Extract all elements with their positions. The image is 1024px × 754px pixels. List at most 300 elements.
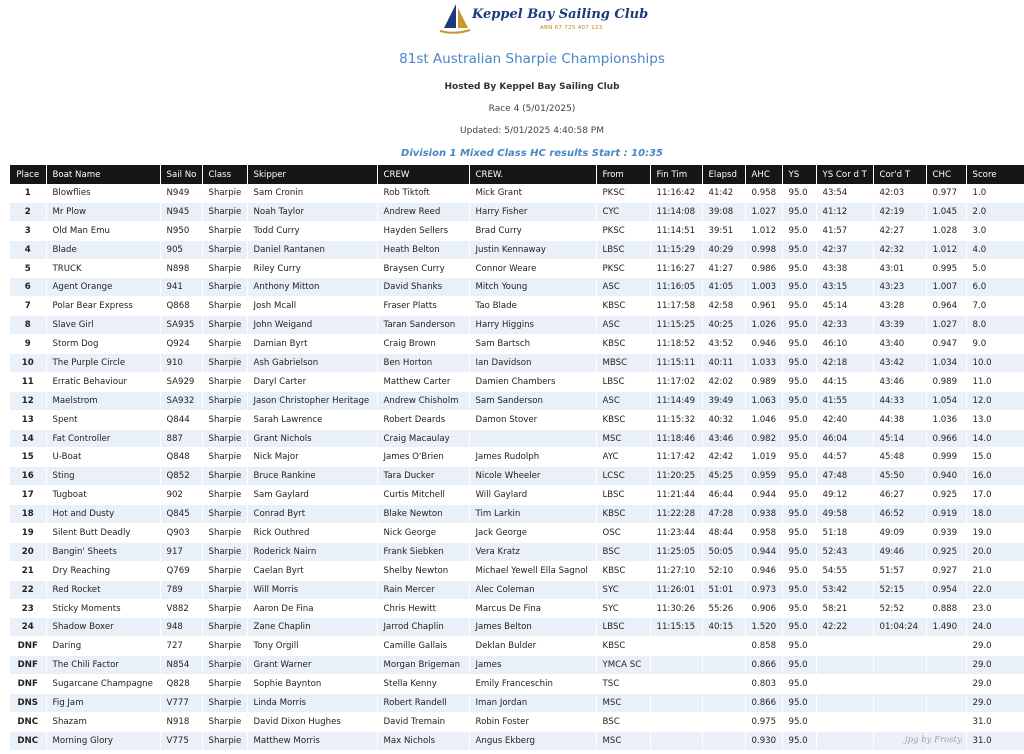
cell-crew: Morgan Brigeman bbox=[377, 656, 469, 675]
cell-place: 23 bbox=[10, 599, 46, 618]
cell-skipper: Nick Major bbox=[247, 448, 377, 467]
cell-crew: Frank Siebken bbox=[377, 542, 469, 561]
cell-chc: 0.939 bbox=[926, 524, 966, 543]
cell-score: 23.0 bbox=[966, 599, 1024, 618]
cell-place: 12 bbox=[10, 391, 46, 410]
column-header-score: Score bbox=[966, 165, 1024, 184]
cell-crew2: Vera Kratz bbox=[469, 542, 596, 561]
cell-from: AYC bbox=[596, 448, 650, 467]
cell-boat-name: Tugboat bbox=[46, 486, 160, 505]
cell-skipper: Aaron De Fina bbox=[247, 599, 377, 618]
cell-skipper: Matthew Morris bbox=[247, 731, 377, 750]
table-row bbox=[10, 316, 1024, 335]
cell-score: 31.0 bbox=[966, 731, 1024, 750]
table-row bbox=[10, 259, 1024, 278]
table-row bbox=[10, 184, 1024, 202]
cell-ahc: 1.046 bbox=[745, 410, 782, 429]
cell-fin-tim: 11:17:42 bbox=[650, 448, 702, 467]
cell-ys-cord-t: 51:18 bbox=[816, 524, 873, 543]
cell-sail-no: SA929 bbox=[160, 372, 202, 391]
cell-ys: 95.0 bbox=[782, 505, 816, 524]
hosted-by: Hosted By Keppel Bay Sailing Club bbox=[444, 82, 620, 92]
cell-score: 11.0 bbox=[966, 372, 1024, 391]
cell-class: Sharpie bbox=[202, 580, 247, 599]
column-header-crew: CREW bbox=[377, 165, 469, 184]
cell-ahc: 0.858 bbox=[745, 637, 782, 656]
cell-boat-name: Blowflies bbox=[46, 184, 160, 202]
cell-place: 11 bbox=[10, 372, 46, 391]
cell-crew2: James Rudolph bbox=[469, 448, 596, 467]
cell-crew2: Nicole Wheeler bbox=[469, 467, 596, 486]
cell-sail-no: N854 bbox=[160, 656, 202, 675]
cell-cord-t: 42:32 bbox=[873, 240, 926, 259]
cell-elapsd: 41:42 bbox=[702, 184, 745, 202]
cell-chc bbox=[926, 637, 966, 656]
cell-score: 14.0 bbox=[966, 429, 1024, 448]
cell-crew2: Jack George bbox=[469, 524, 596, 543]
cell-crew: Camille Gallais bbox=[377, 637, 469, 656]
cell-elapsd bbox=[702, 731, 745, 750]
cell-boat-name: TRUCK bbox=[46, 259, 160, 278]
cell-ys: 95.0 bbox=[782, 731, 816, 750]
cell-sail-no: 910 bbox=[160, 354, 202, 373]
cell-elapsd: 39:49 bbox=[702, 391, 745, 410]
cell-cord-t: 52:15 bbox=[873, 580, 926, 599]
updated-timestamp: Updated: 5/01/2025 4:40:58 PM bbox=[460, 126, 604, 136]
cell-boat-name: Agent Orange bbox=[46, 278, 160, 297]
cell-place: 2 bbox=[10, 202, 46, 221]
cell-crew2: Alec Coleman bbox=[469, 580, 596, 599]
cell-cord-t: 43:39 bbox=[873, 316, 926, 335]
cell-crew2: Brad Curry bbox=[469, 221, 596, 240]
cell-cord-t: 01:04:24 bbox=[873, 618, 926, 637]
cell-skipper: Rick Outhred bbox=[247, 524, 377, 543]
cell-elapsd: 39:08 bbox=[702, 202, 745, 221]
cell-crew2 bbox=[469, 429, 596, 448]
cell-crew: Andrew Reed bbox=[377, 202, 469, 221]
cell-sail-no: N918 bbox=[160, 712, 202, 731]
cell-ys-cord-t: 46:04 bbox=[816, 429, 873, 448]
cell-from: MSC bbox=[596, 731, 650, 750]
cell-crew2: Iman Jordan bbox=[469, 694, 596, 713]
cell-ys-cord-t: 54:55 bbox=[816, 561, 873, 580]
cell-cord-t: 49:46 bbox=[873, 542, 926, 561]
cell-ahc: 0.944 bbox=[745, 542, 782, 561]
cell-cord-t: 45:14 bbox=[873, 429, 926, 448]
cell-crew: Jarrod Chaplin bbox=[377, 618, 469, 637]
cell-chc: 0.995 bbox=[926, 259, 966, 278]
cell-score: 29.0 bbox=[966, 694, 1024, 713]
cell-ahc: 0.973 bbox=[745, 580, 782, 599]
cell-sail-no: Q868 bbox=[160, 297, 202, 316]
cell-from: MBSC bbox=[596, 354, 650, 373]
cell-crew: Rob Tiktoft bbox=[377, 184, 469, 202]
cell-elapsd: 43:52 bbox=[702, 335, 745, 354]
cell-ys: 95.0 bbox=[782, 335, 816, 354]
cell-crew: Chris Hewitt bbox=[377, 599, 469, 618]
table-row bbox=[10, 278, 1024, 297]
cell-ys-cord-t: 42:18 bbox=[816, 354, 873, 373]
cell-crew2: Sam Bartsch bbox=[469, 335, 596, 354]
cell-ahc: 0.946 bbox=[745, 335, 782, 354]
cell-ahc: 0.958 bbox=[745, 184, 782, 202]
cell-sail-no: N898 bbox=[160, 259, 202, 278]
cell-sail-no: 887 bbox=[160, 429, 202, 448]
cell-boat-name: Morning Glory bbox=[46, 731, 160, 750]
cell-from: KBSC bbox=[596, 410, 650, 429]
cell-elapsd: 47:28 bbox=[702, 505, 745, 524]
cell-fin-tim: 11:17:02 bbox=[650, 372, 702, 391]
cell-ys: 95.0 bbox=[782, 675, 816, 694]
cell-class: Sharpie bbox=[202, 316, 247, 335]
cell-elapsd: 40:29 bbox=[702, 240, 745, 259]
cell-ys: 95.0 bbox=[782, 278, 816, 297]
cell-skipper: Bruce Rankine bbox=[247, 467, 377, 486]
cell-skipper: Tony Orgill bbox=[247, 637, 377, 656]
cell-ys-cord-t: 43:54 bbox=[816, 184, 873, 202]
cell-crew: Hayden Sellers bbox=[377, 221, 469, 240]
cell-class: Sharpie bbox=[202, 391, 247, 410]
cell-boat-name: Hot and Dusty bbox=[46, 505, 160, 524]
cell-sail-no: V775 bbox=[160, 731, 202, 750]
cell-sail-no: Q828 bbox=[160, 675, 202, 694]
cell-ys-cord-t: 42:37 bbox=[816, 240, 873, 259]
cell-score: 2.0 bbox=[966, 202, 1024, 221]
cell-ahc: 0.959 bbox=[745, 467, 782, 486]
cell-score: 31.0 bbox=[966, 712, 1024, 731]
cell-place: DNF bbox=[10, 656, 46, 675]
club-abn: ABN 67 725 407 123 bbox=[540, 25, 603, 31]
cell-skipper: Sam Gaylard bbox=[247, 486, 377, 505]
cell-cord-t bbox=[873, 656, 926, 675]
cell-elapsd: 42:42 bbox=[702, 448, 745, 467]
cell-cord-t bbox=[873, 637, 926, 656]
cell-chc: 0.964 bbox=[926, 297, 966, 316]
cell-sail-no: 905 bbox=[160, 240, 202, 259]
cell-sail-no: Q852 bbox=[160, 467, 202, 486]
cell-skipper: Ash Gabrielson bbox=[247, 354, 377, 373]
cell-place: 3 bbox=[10, 221, 46, 240]
watermark: jpg by Frosty bbox=[905, 735, 962, 745]
cell-chc: 1.054 bbox=[926, 391, 966, 410]
table-row bbox=[10, 335, 1024, 354]
cell-place: 19 bbox=[10, 524, 46, 543]
cell-from: BSC bbox=[596, 542, 650, 561]
cell-chc: 1.007 bbox=[926, 278, 966, 297]
cell-ahc: 0.930 bbox=[745, 731, 782, 750]
cell-cord-t: 43:40 bbox=[873, 335, 926, 354]
cell-fin-tim: 11:20:25 bbox=[650, 467, 702, 486]
cell-skipper: John Weigand bbox=[247, 316, 377, 335]
cell-crew: David Tremain bbox=[377, 712, 469, 731]
cell-ys-cord-t bbox=[816, 712, 873, 731]
cell-from: ASC bbox=[596, 391, 650, 410]
cell-chc: 0.940 bbox=[926, 467, 966, 486]
cell-chc: 0.989 bbox=[926, 372, 966, 391]
cell-chc: 1.012 bbox=[926, 240, 966, 259]
column-header-chc: CHC bbox=[926, 165, 966, 184]
cell-ahc: 0.961 bbox=[745, 297, 782, 316]
cell-fin-tim bbox=[650, 712, 702, 731]
cell-chc bbox=[926, 675, 966, 694]
cell-score: 5.0 bbox=[966, 259, 1024, 278]
cell-chc: 0.947 bbox=[926, 335, 966, 354]
cell-class: Sharpie bbox=[202, 731, 247, 750]
cell-crew2: Connor Weare bbox=[469, 259, 596, 278]
cell-crew: Robert Randell bbox=[377, 694, 469, 713]
cell-boat-name: Sugarcane Champagne bbox=[46, 675, 160, 694]
cell-score: 12.0 bbox=[966, 391, 1024, 410]
cell-fin-tim: 11:21:44 bbox=[650, 486, 702, 505]
cell-from: LBSC bbox=[596, 240, 650, 259]
cell-score: 20.0 bbox=[966, 542, 1024, 561]
cell-class: Sharpie bbox=[202, 599, 247, 618]
cell-class: Sharpie bbox=[202, 505, 247, 524]
cell-place: 10 bbox=[10, 354, 46, 373]
cell-ahc: 1.026 bbox=[745, 316, 782, 335]
cell-ys: 95.0 bbox=[782, 637, 816, 656]
cell-class: Sharpie bbox=[202, 675, 247, 694]
cell-cord-t: 44:38 bbox=[873, 410, 926, 429]
cell-ys: 95.0 bbox=[782, 429, 816, 448]
cell-score: 1.0 bbox=[966, 184, 1024, 202]
cell-elapsd: 39:51 bbox=[702, 221, 745, 240]
cell-score: 10.0 bbox=[966, 354, 1024, 373]
cell-cord-t bbox=[873, 712, 926, 731]
cell-ys-cord-t: 41:12 bbox=[816, 202, 873, 221]
cell-skipper: Todd Curry bbox=[247, 221, 377, 240]
cell-score: 6.0 bbox=[966, 278, 1024, 297]
column-header-skipper: Skipper bbox=[247, 165, 377, 184]
cell-from: ASC bbox=[596, 316, 650, 335]
cell-fin-tim: 11:14:49 bbox=[650, 391, 702, 410]
cell-from: LBSC bbox=[596, 486, 650, 505]
cell-fin-tim: 11:14:08 bbox=[650, 202, 702, 221]
cell-ys: 95.0 bbox=[782, 486, 816, 505]
cell-elapsd: 40:15 bbox=[702, 618, 745, 637]
cell-elapsd: 40:25 bbox=[702, 316, 745, 335]
cell-ys: 95.0 bbox=[782, 316, 816, 335]
cell-crew2: Deklan Bulder bbox=[469, 637, 596, 656]
cell-boat-name: Storm Dog bbox=[46, 335, 160, 354]
results-table bbox=[10, 165, 1024, 751]
cell-ahc: 0.975 bbox=[745, 712, 782, 731]
cell-ys-cord-t: 49:12 bbox=[816, 486, 873, 505]
cell-class: Sharpie bbox=[202, 694, 247, 713]
cell-skipper: Jason Christopher Heritage bbox=[247, 391, 377, 410]
cell-chc: 1.028 bbox=[926, 221, 966, 240]
cell-score: 18.0 bbox=[966, 505, 1024, 524]
cell-class: Sharpie bbox=[202, 524, 247, 543]
cell-place: 16 bbox=[10, 467, 46, 486]
cell-elapsd: 40:32 bbox=[702, 410, 745, 429]
cell-score: 9.0 bbox=[966, 335, 1024, 354]
table-row bbox=[10, 240, 1024, 259]
cell-ys-cord-t: 45:14 bbox=[816, 297, 873, 316]
table-row bbox=[10, 712, 1024, 731]
club-name: Keppel Bay Sailing Club bbox=[472, 7, 649, 22]
cell-fin-tim: 11:16:05 bbox=[650, 278, 702, 297]
cell-boat-name: Old Man Emu bbox=[46, 221, 160, 240]
cell-boat-name: Bangin' Sheets bbox=[46, 542, 160, 561]
cell-sail-no: 917 bbox=[160, 542, 202, 561]
race-info: Race 4 (5/01/2025) bbox=[488, 104, 576, 114]
cell-crew2: Robin Foster bbox=[469, 712, 596, 731]
cell-skipper: Sophie Baynton bbox=[247, 675, 377, 694]
cell-sail-no: 727 bbox=[160, 637, 202, 656]
cell-skipper: Caelan Byrt bbox=[247, 561, 377, 580]
cell-ys-cord-t: 44:15 bbox=[816, 372, 873, 391]
cell-sail-no: N945 bbox=[160, 202, 202, 221]
cell-place: 24 bbox=[10, 618, 46, 637]
cell-fin-tim: 11:17:58 bbox=[650, 297, 702, 316]
cell-from: PKSC bbox=[596, 259, 650, 278]
cell-crew2: Tao Blade bbox=[469, 297, 596, 316]
cell-class: Sharpie bbox=[202, 542, 247, 561]
cell-ys-cord-t: 43:15 bbox=[816, 278, 873, 297]
cell-from: MSC bbox=[596, 429, 650, 448]
cell-from: SYC bbox=[596, 599, 650, 618]
cell-chc: 1.490 bbox=[926, 618, 966, 637]
cell-score: 29.0 bbox=[966, 675, 1024, 694]
cell-ys: 95.0 bbox=[782, 467, 816, 486]
cell-class: Sharpie bbox=[202, 202, 247, 221]
cell-from: KBSC bbox=[596, 297, 650, 316]
cell-sail-no: Q845 bbox=[160, 505, 202, 524]
cell-sail-no: Q769 bbox=[160, 561, 202, 580]
cell-skipper: Josh Mcall bbox=[247, 297, 377, 316]
cell-skipper: Linda Morris bbox=[247, 694, 377, 713]
cell-ys-cord-t bbox=[816, 694, 873, 713]
cell-cord-t: 42:27 bbox=[873, 221, 926, 240]
cell-skipper: Will Morris bbox=[247, 580, 377, 599]
cell-from: PKSC bbox=[596, 184, 650, 202]
cell-crew: Curtis Mitchell bbox=[377, 486, 469, 505]
cell-boat-name: Dry Reaching bbox=[46, 561, 160, 580]
cell-ahc: 1.520 bbox=[745, 618, 782, 637]
table-row bbox=[10, 297, 1024, 316]
cell-sail-no: N950 bbox=[160, 221, 202, 240]
cell-boat-name: Sting bbox=[46, 467, 160, 486]
cell-chc: 0.925 bbox=[926, 486, 966, 505]
cell-from: KBSC bbox=[596, 335, 650, 354]
cell-crew2: Will Gaylard bbox=[469, 486, 596, 505]
division-heading: Division 1 Mixed Class HC results Start : 10:35 bbox=[401, 148, 663, 159]
cell-boat-name: U-Boat bbox=[46, 448, 160, 467]
cell-score: 29.0 bbox=[966, 656, 1024, 675]
cell-skipper: David Dixon Hughes bbox=[247, 712, 377, 731]
cell-class: Sharpie bbox=[202, 354, 247, 373]
cell-place: 1 bbox=[10, 184, 46, 202]
cell-from: LBSC bbox=[596, 618, 650, 637]
cell-place: 14 bbox=[10, 429, 46, 448]
cell-class: Sharpie bbox=[202, 429, 247, 448]
column-header-fin-tim: Fin Tim bbox=[650, 165, 702, 184]
cell-fin-tim: 11:25:05 bbox=[650, 542, 702, 561]
cell-place: 21 bbox=[10, 561, 46, 580]
cell-ys: 95.0 bbox=[782, 354, 816, 373]
column-header-crew2: CREW. bbox=[469, 165, 596, 184]
cell-ys-cord-t: 58:21 bbox=[816, 599, 873, 618]
cell-place: DNF bbox=[10, 637, 46, 656]
cell-ahc: 1.012 bbox=[745, 221, 782, 240]
cell-from: BSC bbox=[596, 712, 650, 731]
cell-crew2: Emily Franceschin bbox=[469, 675, 596, 694]
cell-ahc: 0.998 bbox=[745, 240, 782, 259]
cell-boat-name: Fig Jam bbox=[46, 694, 160, 713]
cell-crew: Robert Deards bbox=[377, 410, 469, 429]
cell-crew: Tara Ducker bbox=[377, 467, 469, 486]
cell-from: SYC bbox=[596, 580, 650, 599]
cell-place: 5 bbox=[10, 259, 46, 278]
cell-sail-no: Q924 bbox=[160, 335, 202, 354]
cell-class: Sharpie bbox=[202, 335, 247, 354]
cell-ys: 95.0 bbox=[782, 259, 816, 278]
cell-crew2: Marcus De Fina bbox=[469, 599, 596, 618]
cell-boat-name: Erratic Behaviour bbox=[46, 372, 160, 391]
cell-elapsd bbox=[702, 637, 745, 656]
cell-ahc: 0.906 bbox=[745, 599, 782, 618]
cell-elapsd bbox=[702, 656, 745, 675]
cell-crew2: Ian Davidson bbox=[469, 354, 596, 373]
sailboat-icon bbox=[438, 2, 472, 36]
cell-boat-name: Maelstrom bbox=[46, 391, 160, 410]
cell-boat-name: Mr Plow bbox=[46, 202, 160, 221]
cell-cord-t: 43:28 bbox=[873, 297, 926, 316]
cell-elapsd: 52:10 bbox=[702, 561, 745, 580]
cell-sail-no: Q848 bbox=[160, 448, 202, 467]
cell-fin-tim: 11:27:10 bbox=[650, 561, 702, 580]
cell-crew2: Harry Higgins bbox=[469, 316, 596, 335]
cell-fin-tim: 11:16:42 bbox=[650, 184, 702, 202]
cell-ys-cord-t bbox=[816, 656, 873, 675]
table-row bbox=[10, 580, 1024, 599]
cell-place: 17 bbox=[10, 486, 46, 505]
cell-ys-cord-t bbox=[816, 637, 873, 656]
cell-ys: 95.0 bbox=[782, 410, 816, 429]
cell-ys-cord-t: 47:48 bbox=[816, 467, 873, 486]
cell-elapsd: 50:05 bbox=[702, 542, 745, 561]
cell-crew: Rain Mercer bbox=[377, 580, 469, 599]
cell-crew: David Shanks bbox=[377, 278, 469, 297]
cell-place: DNC bbox=[10, 712, 46, 731]
column-header-cord-t: Cor'd T bbox=[873, 165, 926, 184]
cell-skipper: Zane Chaplin bbox=[247, 618, 377, 637]
cell-skipper: Riley Curry bbox=[247, 259, 377, 278]
cell-crew2: Mitch Young bbox=[469, 278, 596, 297]
table-row bbox=[10, 694, 1024, 713]
cell-boat-name: Silent Butt Deadly bbox=[46, 524, 160, 543]
cell-sail-no: V882 bbox=[160, 599, 202, 618]
column-header-place: Place bbox=[10, 165, 46, 184]
cell-elapsd: 46:44 bbox=[702, 486, 745, 505]
cell-ys-cord-t: 42:22 bbox=[816, 618, 873, 637]
cell-boat-name: Spent bbox=[46, 410, 160, 429]
cell-cord-t: 45:48 bbox=[873, 448, 926, 467]
cell-sail-no: N949 bbox=[160, 184, 202, 202]
cell-chc: 0.919 bbox=[926, 505, 966, 524]
cell-place: DNF bbox=[10, 675, 46, 694]
cell-cord-t: 45:50 bbox=[873, 467, 926, 486]
cell-crew2: James bbox=[469, 656, 596, 675]
cell-cord-t: 43:01 bbox=[873, 259, 926, 278]
cell-elapsd bbox=[702, 694, 745, 713]
table-row bbox=[10, 561, 1024, 580]
cell-ahc: 1.019 bbox=[745, 448, 782, 467]
cell-cord-t bbox=[873, 675, 926, 694]
cell-class: Sharpie bbox=[202, 278, 247, 297]
cell-ys: 95.0 bbox=[782, 448, 816, 467]
